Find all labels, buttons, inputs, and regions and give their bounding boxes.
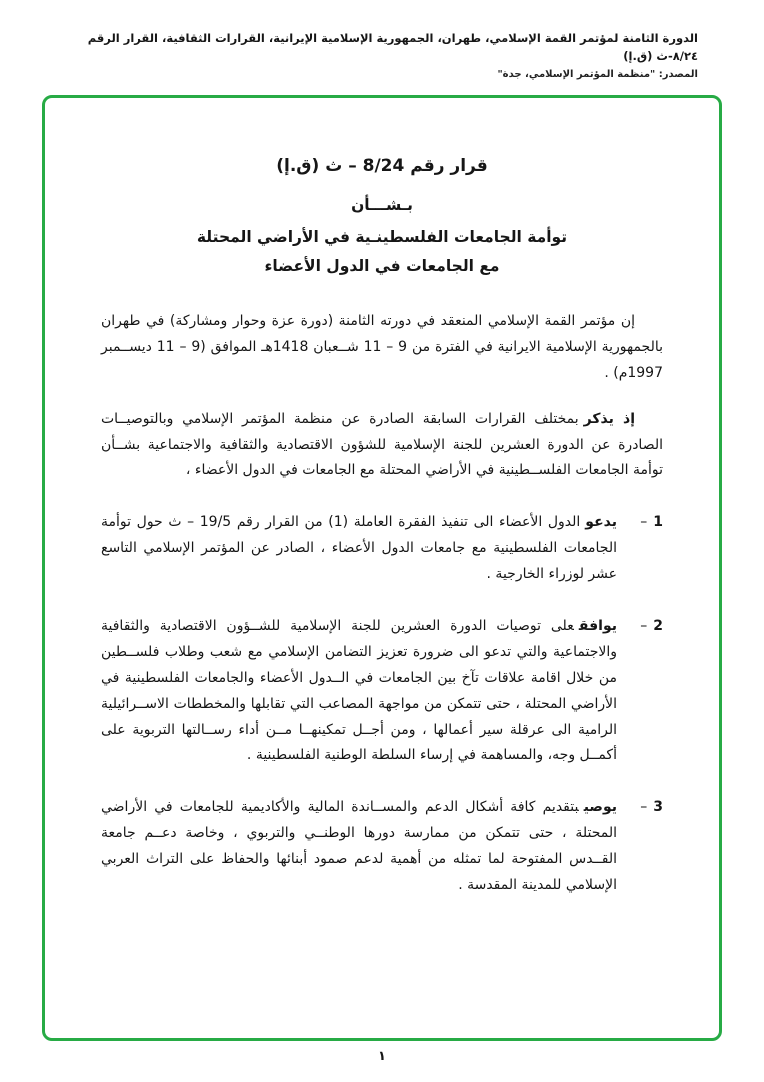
item-3-number: 3 (653, 799, 663, 816)
item-2-lead: يوافق (578, 618, 617, 635)
document-body (45, 98, 719, 1038)
item-1-lead: يدعو (585, 514, 617, 531)
resolution-items (101, 510, 663, 899)
item-1-text-block (101, 510, 617, 588)
item-1-number: 1 (653, 514, 663, 531)
resolution-item-1 (101, 510, 663, 588)
resolution-subject-line2: مع الجامعات في الدول الأعضاء (264, 257, 500, 275)
resolution-item-3 (101, 795, 663, 899)
intro-paragraph (101, 309, 663, 387)
document-border-frame (42, 95, 722, 1041)
item-2-text: على توصيات الدورة العشرين للجنة الإسلامية للشــؤون الاقتصادية والثقافية والاجتماعية والتي تدعو الى ضرورة تعزيز التضامن الإسلامي مع شعب وطلاب فلســطين من خلال اقامة علاقات تآخ بين الجامعات في الــدول الأعضاء والجامعات الفلسطينية في الأراضي المحتلة ، حتى تتمكن من مواجهة المصاعب التي تقابلها والمخططات الاســرائيلية الرامية الى عرقلة سير أعمالها ، ومن أجــل تمكينهــا مــن أداء رســالتها التربوية على أكمــل وجه، والمساهمة في إرساء السلطة الوطنية الفلسطينية . (101, 618, 617, 764)
resolution-subject-word: بـشـــأن (351, 196, 413, 214)
resolution-item-2 (101, 614, 663, 769)
item-3-dash: – (640, 799, 648, 816)
item-2-number: 2 (653, 618, 663, 635)
intro-text: إن مؤتمر القمة الإسلامي المنعقد في دورته الثامنة (دورة عزة وحوار ومشاركة) في طهران بالجمهورية الإسلامية الايرانية في الفترة من 9 – 11 شــعبان 1418هـ الموافق (9 – 11 ديســمبر 1997م) . (101, 313, 664, 381)
item-2-text-block (101, 614, 617, 769)
resolution-title-block (101, 156, 663, 275)
page-number: ١ (378, 1049, 386, 1064)
preamble-lead: إذ يذكر (583, 410, 635, 427)
preamble-paragraph (101, 407, 663, 485)
item-2-dash: – (640, 618, 648, 635)
item-2-marker (629, 614, 663, 769)
document-header-line1: الدورة الثامنة لمؤتمر القمة الإسلامي، طهران، الجمهورية الإسلامية الإيرانية، القرارات الثقافية، القرار الرقم ٨/٢٤-ث (ق.إ) (87, 31, 698, 63)
item-3-text: بتقديم كافة أشكال الدعم والمســاندة المالية والأكاديمية للجامعات في الأراضي المحتلة ، حتى تتمكن من ممارسة دورها الوطنــي والتربوي ، وخاصة دعــم جامعة القــدس المفتوحة لما تمثله من أهمية لدعم صمود أبنائها والحفاظ على التراث العربي الإسلامي للمدينة المقدسة . (101, 799, 617, 894)
item-1-marker (629, 510, 663, 588)
document-header (60, 30, 698, 80)
preamble-text: بمختلف القرارات السابقة الصادرة عن منظمة المؤتمر الإسلامي وبالتوصيــات الصادرة عن الدورة العشرين للجنة الإسلامية للشؤون الاقتصادية والثقافية والاجتماعية بشــأن توأمة الجامعات الفلســطينية في الأراضي المحتلة مع الجامعات في الدول الأعضاء ، (101, 410, 663, 479)
document-source-line: المصدر: "منظمة المؤتمر الإسلامي، جدة" (497, 68, 698, 80)
item-3-marker (629, 795, 663, 899)
item-3-lead: يوصي (583, 799, 617, 816)
item-1-dash: – (640, 514, 648, 531)
item-3-text-block (101, 795, 617, 899)
item-1-text: الدول الأعضاء الى تنفيذ الفقرة العاملة (1) من القرار رقم 19/5 – ث حول توأمة الجامعات الفلسطينية مع جامعات الدول الأعضاء ، الصادر عن المؤتمر الإسلامي التاسع عشر لوزراء الخارجية . (101, 514, 617, 583)
resolution-number-title: قرار رقم 8/24 – ث (ق.إ) (276, 156, 488, 176)
resolution-subject-line1: توأمة الجامعات الفلسطينـية في الأراضي المحتلة (196, 228, 568, 246)
